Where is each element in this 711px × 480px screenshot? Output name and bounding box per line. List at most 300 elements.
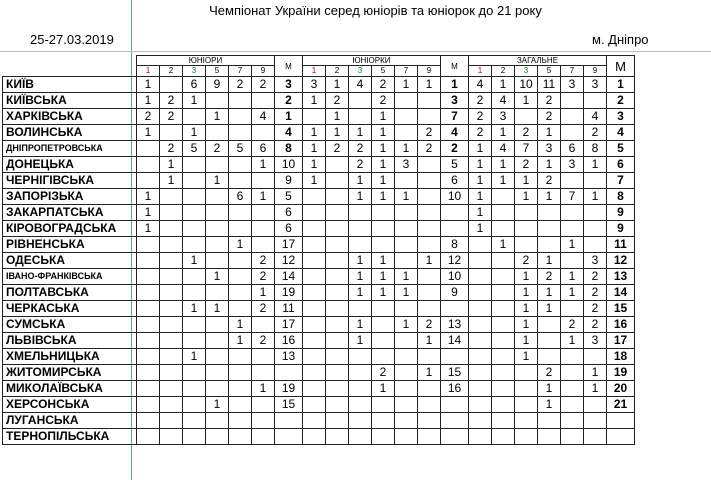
medal-cell — [183, 381, 206, 397]
medal-cell: 1 — [183, 301, 206, 317]
subcol-5: 5 — [538, 66, 561, 77]
medal-cell — [137, 397, 160, 413]
table-row — [3, 269, 635, 285]
place-cell: 8 — [607, 189, 635, 205]
group-header-1: ЮНІОРКИ — [303, 56, 441, 66]
medal-cell: 2 — [372, 77, 395, 93]
medal-cell — [183, 173, 206, 189]
medal-cell: 2 — [584, 285, 607, 301]
medal-cell — [137, 285, 160, 301]
medal-cell — [395, 221, 418, 237]
subcol-9: 9 — [418, 66, 441, 77]
place-cell: 9 — [607, 221, 635, 237]
medal-cell: 1 — [137, 93, 160, 109]
subcol-2: 2 — [160, 66, 183, 77]
table-row — [3, 205, 635, 221]
medal-cell: 1 — [418, 77, 441, 93]
medal-cell: 6 — [229, 189, 252, 205]
medal-cell — [326, 157, 349, 173]
medal-cell — [303, 317, 326, 333]
medal-cell — [252, 221, 275, 237]
medal-cell: 2 — [561, 317, 584, 333]
medal-cell — [326, 317, 349, 333]
medal-cell: 3 — [584, 333, 607, 349]
medal-cell: 1 — [515, 333, 538, 349]
medal-cell — [303, 301, 326, 317]
medal-cell — [492, 317, 515, 333]
medal-cell — [137, 333, 160, 349]
medal-cell: 2 — [584, 317, 607, 333]
medal-cell — [252, 93, 275, 109]
medal-cell — [584, 93, 607, 109]
medal-cell: 1 — [538, 301, 561, 317]
medal-cell — [418, 237, 441, 253]
table-row — [3, 125, 635, 141]
medal-cell — [395, 349, 418, 365]
medal-cell — [469, 333, 492, 349]
medal-cell: 1 — [395, 317, 418, 333]
medal-cell — [515, 237, 538, 253]
event-date: 25-27.03.2019 — [30, 32, 114, 47]
medal-cell — [492, 189, 515, 205]
medal-cell — [137, 365, 160, 381]
medal-cell — [183, 333, 206, 349]
medal-cell — [229, 125, 252, 141]
medal-cell: 1 — [418, 253, 441, 269]
medal-cell — [229, 109, 252, 125]
medal-cell — [469, 285, 492, 301]
medal-cell — [303, 333, 326, 349]
place-cell — [441, 413, 469, 429]
place-cell — [607, 429, 635, 445]
region-name: ХАРКІВСЬКА — [3, 109, 137, 125]
medal-cell — [492, 253, 515, 269]
medal-cell: 1 — [395, 141, 418, 157]
subcol-3: 3 — [349, 66, 372, 77]
medal-cell: 1 — [252, 381, 275, 397]
medal-cell — [538, 333, 561, 349]
medal-cell: 4 — [252, 109, 275, 125]
medal-cell: 1 — [538, 125, 561, 141]
medal-cell — [137, 157, 160, 173]
medal-cell: 1 — [349, 173, 372, 189]
medal-cell: 2 — [515, 125, 538, 141]
medal-cell — [349, 365, 372, 381]
medal-cell — [395, 93, 418, 109]
medal-cell — [160, 269, 183, 285]
medal-cell — [492, 429, 515, 445]
region-name: ІВАНО-ФРАНКІВСЬКА — [3, 269, 137, 285]
subcol-2: 2 — [326, 66, 349, 77]
medal-cell: 2 — [418, 141, 441, 157]
medal-cell — [492, 285, 515, 301]
medal-cell — [395, 397, 418, 413]
place-cell: 14 — [275, 269, 303, 285]
medal-cell — [303, 397, 326, 413]
medal-cell — [252, 413, 275, 429]
medal-cell — [160, 397, 183, 413]
medal-cell: 2 — [584, 301, 607, 317]
medal-cell: 4 — [492, 141, 515, 157]
medal-cell: 4 — [349, 77, 372, 93]
place-cell: 15 — [607, 301, 635, 317]
medal-cell: 1 — [137, 125, 160, 141]
medal-cell — [326, 397, 349, 413]
table-row — [3, 333, 635, 349]
medal-cell — [160, 189, 183, 205]
medal-cell — [395, 205, 418, 221]
medal-cell: 1 — [349, 253, 372, 269]
medal-cell: 1 — [372, 269, 395, 285]
medal-cell: 2 — [515, 253, 538, 269]
region-name: ЧЕРКАСЬКА — [3, 301, 137, 317]
medal-cell: 1 — [206, 269, 229, 285]
medal-cell: 1 — [515, 93, 538, 109]
medal-cell: 1 — [492, 173, 515, 189]
subcol-3: 3 — [515, 66, 538, 77]
place-cell: 6 — [275, 221, 303, 237]
place-cell — [275, 413, 303, 429]
medal-cell — [160, 365, 183, 381]
medal-cell — [561, 253, 584, 269]
place-cell: 10 — [441, 269, 469, 285]
medal-cell — [326, 381, 349, 397]
medal-cell: 1 — [206, 301, 229, 317]
medal-cell: 1 — [538, 157, 561, 173]
medal-cell — [252, 125, 275, 141]
medal-cell — [492, 413, 515, 429]
table-row — [3, 301, 635, 317]
medal-cell: 1 — [469, 157, 492, 173]
place-cell: 2 — [441, 141, 469, 157]
medal-cell — [303, 253, 326, 269]
place-cell: 10 — [441, 189, 469, 205]
medal-cell — [252, 317, 275, 333]
place-cell: 8 — [441, 237, 469, 253]
medal-cell — [326, 301, 349, 317]
medal-cell — [492, 221, 515, 237]
medal-cell — [584, 173, 607, 189]
subcol-1: 1 — [469, 66, 492, 77]
medal-cell: 1 — [252, 157, 275, 173]
place-cell: 13 — [441, 317, 469, 333]
medal-cell — [160, 317, 183, 333]
medal-cell — [349, 109, 372, 125]
medal-cell — [326, 349, 349, 365]
medal-cell — [492, 365, 515, 381]
region-name: КИЇВ — [3, 77, 137, 93]
medal-cell: 1 — [349, 333, 372, 349]
medal-cell: 2 — [252, 301, 275, 317]
medal-cell: 1 — [584, 381, 607, 397]
medal-cell: 2 — [349, 141, 372, 157]
medal-cell: 1 — [515, 285, 538, 301]
medal-cell: 7 — [515, 141, 538, 157]
medal-cell — [349, 381, 372, 397]
medal-cell: 1 — [515, 301, 538, 317]
medal-cell: 2 — [538, 93, 561, 109]
medal-cell — [372, 221, 395, 237]
medal-cell: 1 — [206, 397, 229, 413]
medal-cell: 1 — [584, 365, 607, 381]
table-row — [3, 109, 635, 125]
medal-cell: 1 — [418, 365, 441, 381]
place-cell: 12 — [607, 253, 635, 269]
medal-cell: 1 — [584, 157, 607, 173]
region-name: ХМЕЛЬНИЦЬКА — [3, 349, 137, 365]
subcol-9: 9 — [252, 66, 275, 77]
medal-cell — [418, 221, 441, 237]
medal-cell — [538, 413, 561, 429]
medal-cell — [229, 157, 252, 173]
place-cell: 17 — [275, 237, 303, 253]
medal-cell: 1 — [206, 173, 229, 189]
region-name: КІРОВОГРАДСЬКА — [3, 221, 137, 237]
medal-cell: 1 — [137, 77, 160, 93]
medal-cell — [160, 413, 183, 429]
place-cell: 18 — [607, 349, 635, 365]
subcol-5: 5 — [206, 66, 229, 77]
medal-cell — [395, 109, 418, 125]
medal-cell — [515, 397, 538, 413]
medal-cell — [303, 189, 326, 205]
medal-cell — [303, 205, 326, 221]
m-header-1: М — [441, 56, 469, 77]
medal-cell: 1 — [372, 173, 395, 189]
place-cell: 5 — [275, 189, 303, 205]
medal-cell — [206, 189, 229, 205]
medal-cell: 1 — [303, 173, 326, 189]
medal-cell — [395, 413, 418, 429]
medal-cell — [137, 237, 160, 253]
medal-cell — [372, 413, 395, 429]
table-row — [3, 253, 635, 269]
medal-cell: 2 — [469, 93, 492, 109]
medal-cell — [349, 397, 372, 413]
place-cell: 13 — [607, 269, 635, 285]
medal-cell: 2 — [584, 269, 607, 285]
region-name: РІВНЕНСЬКА — [3, 237, 137, 253]
medal-cell — [349, 301, 372, 317]
medal-cell: 2 — [418, 125, 441, 141]
medal-cell: 1 — [515, 349, 538, 365]
medal-cell: 1 — [469, 221, 492, 237]
medal-cell — [418, 381, 441, 397]
medal-cell — [326, 285, 349, 301]
medal-cell — [538, 237, 561, 253]
medal-cell: 1 — [469, 141, 492, 157]
medal-cell: 1 — [206, 109, 229, 125]
medal-cell: 1 — [372, 109, 395, 125]
medal-cell — [229, 173, 252, 189]
place-cell — [441, 349, 469, 365]
place-cell: 19 — [607, 365, 635, 381]
medal-cell — [160, 301, 183, 317]
medal-cell: 2 — [326, 141, 349, 157]
medal-cell — [326, 253, 349, 269]
medal-cell — [492, 333, 515, 349]
medal-cell — [418, 349, 441, 365]
medal-cell — [584, 397, 607, 413]
medal-cell — [252, 429, 275, 445]
table-row — [3, 349, 635, 365]
medal-cell: 1 — [252, 189, 275, 205]
place-cell: 1 — [441, 77, 469, 93]
subcol-7: 7 — [395, 66, 418, 77]
medal-cell — [469, 397, 492, 413]
medal-cell: 3 — [561, 77, 584, 93]
medal-cell — [183, 189, 206, 205]
place-cell — [607, 413, 635, 429]
medal-cell — [372, 333, 395, 349]
medal-cell: 1 — [137, 205, 160, 221]
results-table — [2, 55, 635, 445]
medal-cell — [469, 237, 492, 253]
medal-cell — [561, 301, 584, 317]
medal-cell: 1 — [137, 221, 160, 237]
medal-cell — [160, 381, 183, 397]
region-name: ЗАПОРІЗЬКА — [3, 189, 137, 205]
medal-cell — [418, 429, 441, 445]
medal-cell: 2 — [349, 157, 372, 173]
medal-cell — [326, 429, 349, 445]
medal-cell — [349, 349, 372, 365]
region-name: ДОНЕЦЬКА — [3, 157, 137, 173]
medal-cell — [515, 109, 538, 125]
medal-cell — [395, 125, 418, 141]
medal-cell — [538, 221, 561, 237]
medal-cell: 3 — [584, 253, 607, 269]
medal-cell: 10 — [515, 77, 538, 93]
medal-cell — [160, 205, 183, 221]
medal-cell — [469, 429, 492, 445]
medal-cell: 1 — [492, 125, 515, 141]
medal-cell — [492, 397, 515, 413]
medal-cell — [252, 205, 275, 221]
medal-cell — [183, 413, 206, 429]
medal-cell — [160, 333, 183, 349]
medal-cell — [160, 285, 183, 301]
place-cell: 5 — [607, 141, 635, 157]
medal-cell — [206, 253, 229, 269]
table-row — [3, 77, 635, 93]
medal-cell — [326, 413, 349, 429]
table-row — [3, 173, 635, 189]
medal-cell — [349, 205, 372, 221]
medal-cell: 6 — [183, 77, 206, 93]
medal-cell — [492, 269, 515, 285]
m-header-0: М — [275, 56, 303, 77]
medal-cell — [252, 173, 275, 189]
medal-cell — [206, 205, 229, 221]
place-cell: 3 — [441, 93, 469, 109]
medal-cell — [183, 237, 206, 253]
medal-cell — [418, 189, 441, 205]
place-cell: 1 — [607, 77, 635, 93]
medal-cell — [469, 301, 492, 317]
medal-cell: 2 — [515, 157, 538, 173]
medal-cell — [418, 397, 441, 413]
medal-cell — [137, 301, 160, 317]
medal-cell: 7 — [561, 189, 584, 205]
medal-cell — [303, 413, 326, 429]
header-rule — [0, 51, 711, 52]
medal-cell — [538, 349, 561, 365]
medal-cell — [418, 269, 441, 285]
place-cell: 2 — [607, 93, 635, 109]
medal-cell — [395, 237, 418, 253]
medal-cell — [561, 109, 584, 125]
medal-cell: 1 — [229, 317, 252, 333]
medal-cell: 2 — [372, 93, 395, 109]
medal-cell: 2 — [229, 77, 252, 93]
region-name: СУМСЬКА — [3, 317, 137, 333]
region-name: ЧЕРНІГІВСЬКА — [3, 173, 137, 189]
medal-cell — [229, 301, 252, 317]
medal-cell: 1 — [183, 93, 206, 109]
medal-cell: 5 — [229, 141, 252, 157]
region-name: ПОЛТАВСЬКА — [3, 285, 137, 301]
medal-cell — [206, 365, 229, 381]
medal-cell — [229, 221, 252, 237]
medal-cell — [252, 397, 275, 413]
medal-cell: 2 — [469, 125, 492, 141]
place-cell — [275, 429, 303, 445]
medal-cell — [160, 237, 183, 253]
medal-cell — [183, 285, 206, 301]
medal-cell: 11 — [538, 77, 561, 93]
medal-cell — [349, 93, 372, 109]
region-name: ЛУГАНСЬКА — [3, 413, 137, 429]
medal-cell — [561, 349, 584, 365]
medal-cell — [469, 381, 492, 397]
medal-cell: 1 — [372, 381, 395, 397]
table-row — [3, 397, 635, 413]
medal-cell: 2 — [252, 77, 275, 93]
medal-cell: 1 — [395, 269, 418, 285]
medal-cell: 1 — [160, 173, 183, 189]
medal-cell: 2 — [206, 141, 229, 157]
medal-cell — [395, 333, 418, 349]
subcol-3: 3 — [183, 66, 206, 77]
medal-cell — [160, 253, 183, 269]
medal-cell — [206, 157, 229, 173]
medal-cell: 2 — [584, 125, 607, 141]
region-name: ТЕРНОПІЛЬСЬКА — [3, 429, 137, 445]
region-name: КИЇВСЬКА — [3, 93, 137, 109]
medal-cell: 1 — [515, 189, 538, 205]
medal-cell — [492, 381, 515, 397]
medal-cell — [561, 205, 584, 221]
medal-cell — [561, 221, 584, 237]
medal-cell: 2 — [538, 269, 561, 285]
place-cell: 9 — [275, 173, 303, 189]
subcol-7: 7 — [229, 66, 252, 77]
medal-cell: 3 — [584, 77, 607, 93]
medal-cell — [372, 429, 395, 445]
medal-cell: 2 — [538, 365, 561, 381]
medal-cell — [584, 221, 607, 237]
medal-cell: 1 — [538, 253, 561, 269]
medal-cell: 2 — [326, 93, 349, 109]
place-cell: 17 — [607, 333, 635, 349]
medal-cell — [492, 205, 515, 221]
medal-cell — [561, 397, 584, 413]
medal-cell: 1 — [515, 269, 538, 285]
medal-cell: 3 — [395, 157, 418, 173]
document-title — [0, 3, 711, 18]
medal-cell — [349, 429, 372, 445]
